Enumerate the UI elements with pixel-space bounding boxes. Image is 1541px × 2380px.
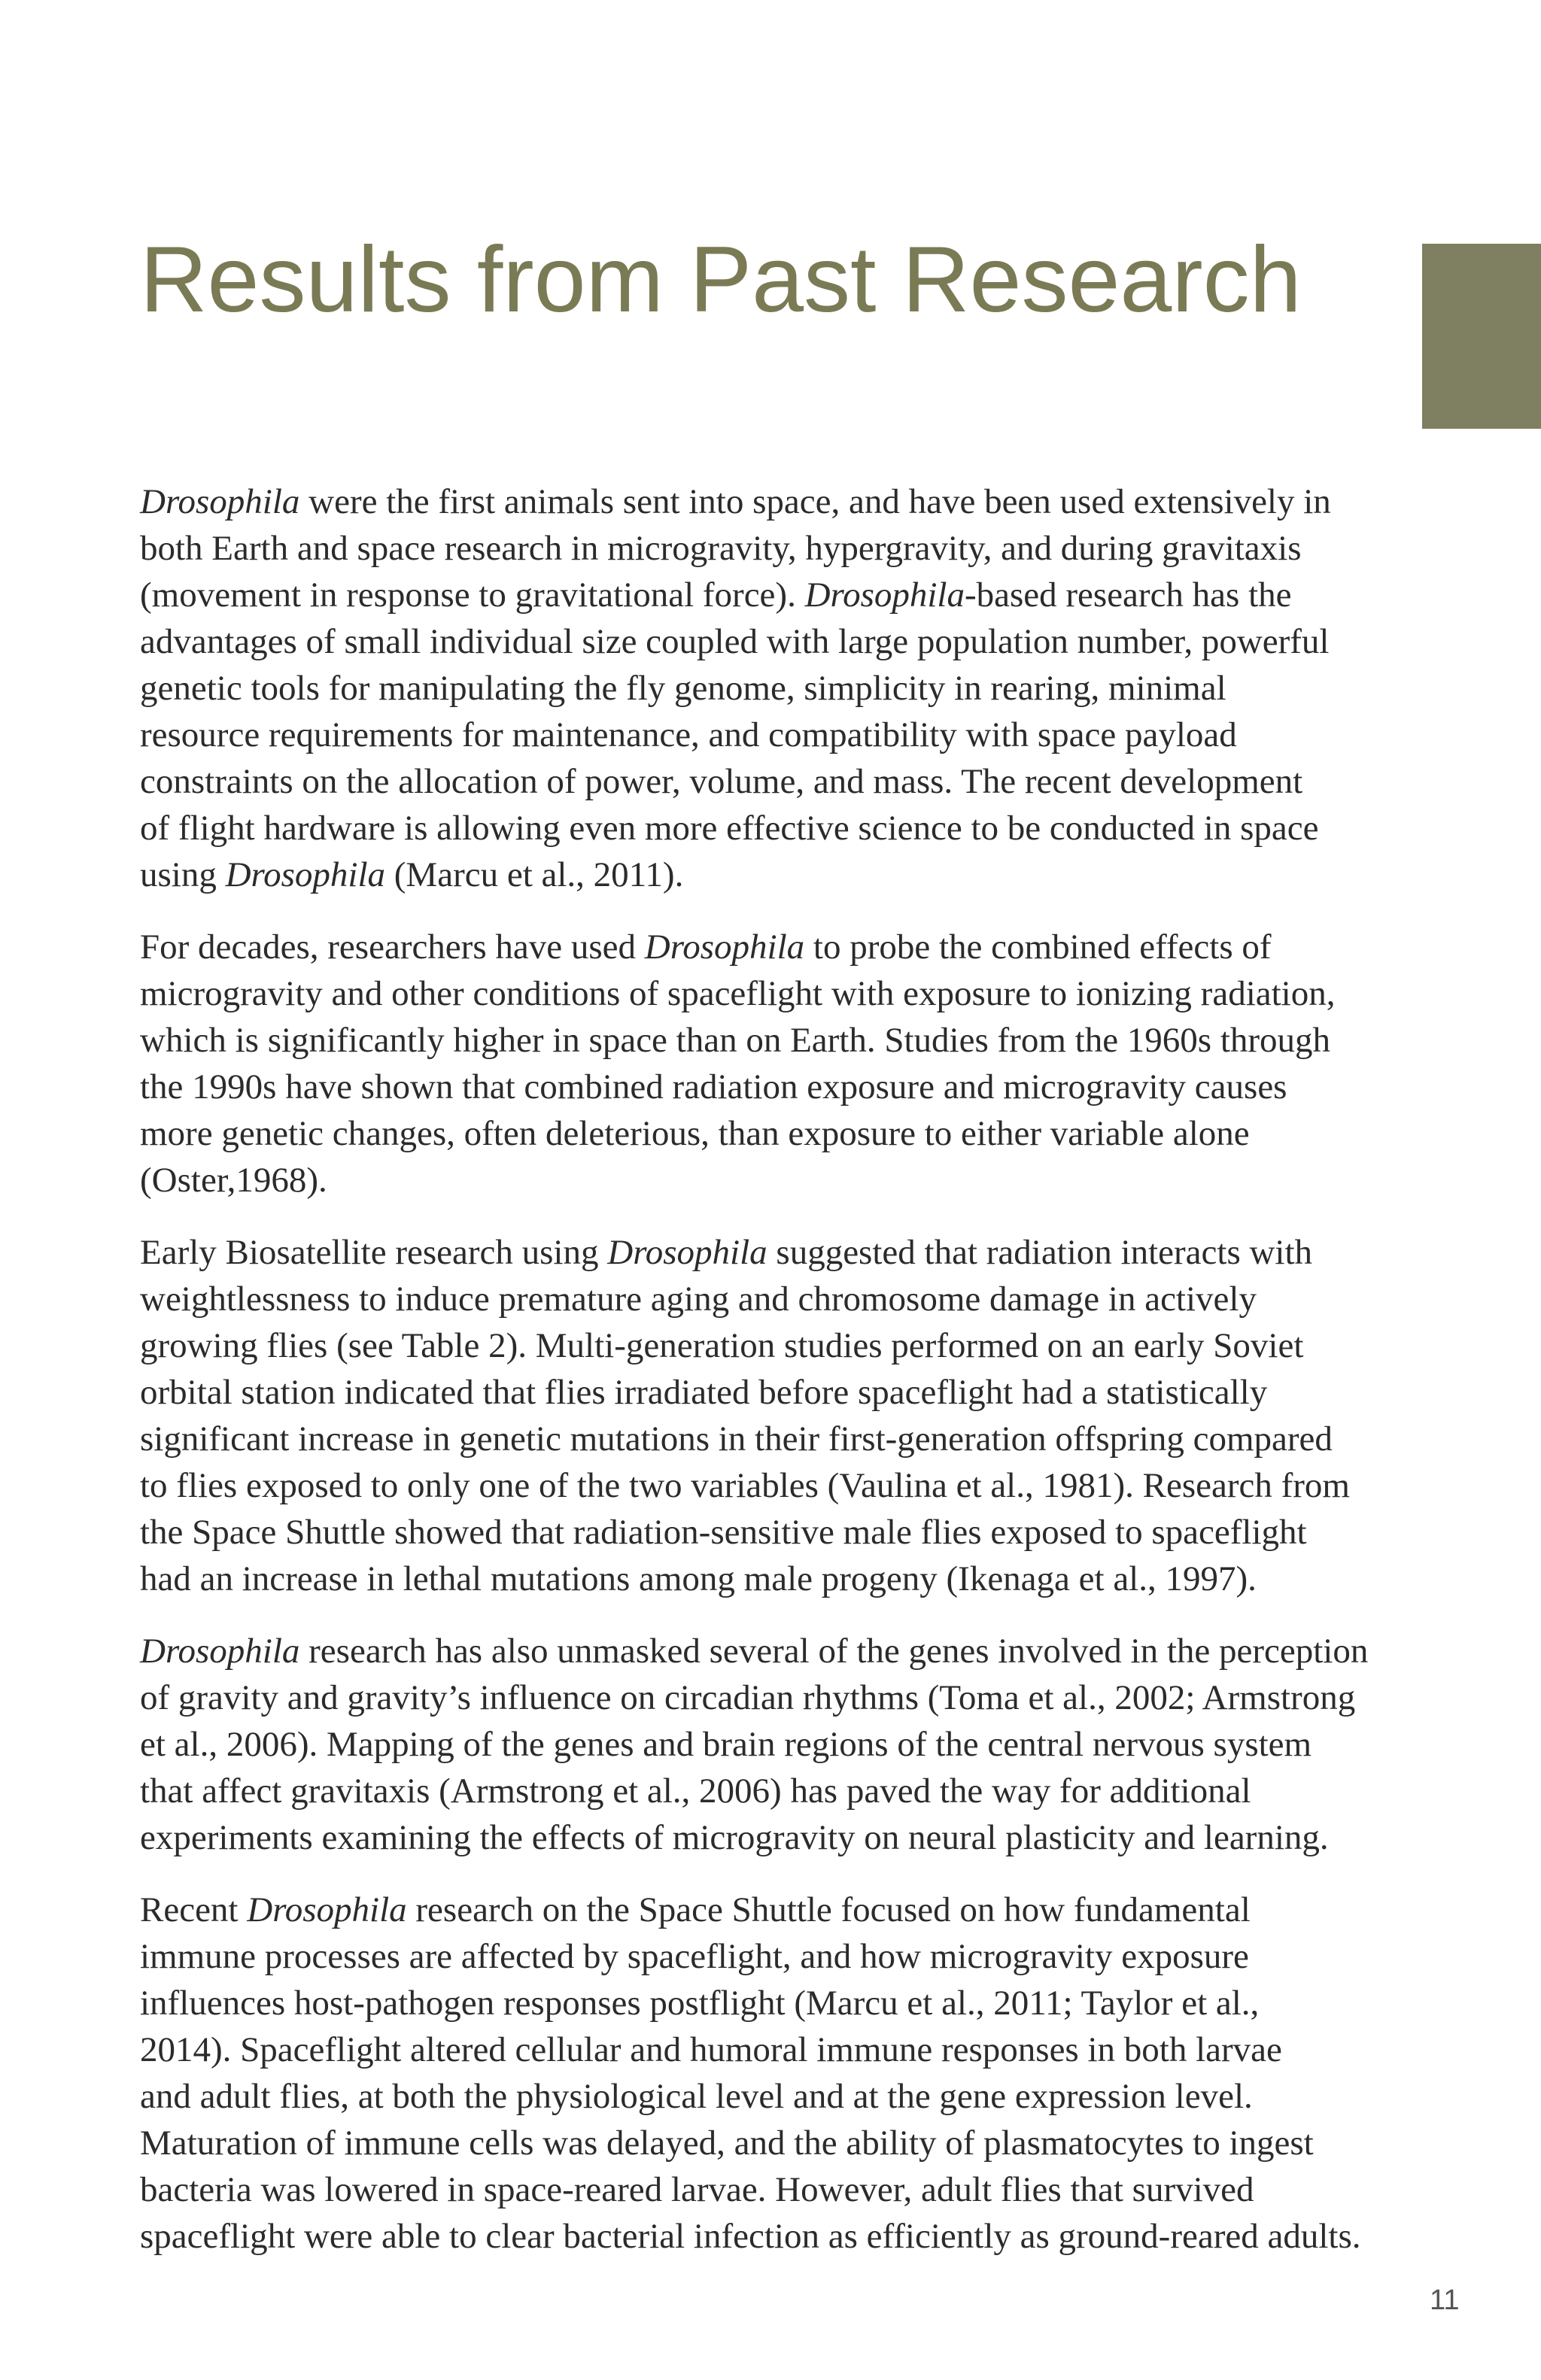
line-text: (Marcu et al., 2011). xyxy=(385,855,684,894)
line-text: that affect gravitaxis (Armstrong et al., 2006) has paved the way for additional xyxy=(140,1771,1251,1811)
line-text: resource requirements for maintenance, and compatibility with space payload xyxy=(140,715,1237,754)
text-line xyxy=(140,1157,1404,1204)
paragraph xyxy=(140,924,1404,1204)
line-text: spaceflight were able to clear bacterial infection as efficiently as ground-reared adults. xyxy=(140,2217,1361,2256)
text-line xyxy=(140,1721,1404,1768)
line-text: were the first animals sent into space, and have been used extensively in xyxy=(299,482,1331,521)
text-line xyxy=(140,1017,1404,1064)
line-text: bacteria was lowered in space-reared larvae. However, adult flies that survived xyxy=(140,2170,1254,2209)
line-text: growing flies (see Table 2). Multi-generation studies performed on an early Soviet xyxy=(140,1326,1304,1365)
text-line xyxy=(140,1416,1404,1462)
italic-term: Drosophila xyxy=(140,482,300,521)
line-text: constraints on the allocation of power, volume, and mass. The recent development xyxy=(140,762,1303,801)
line-text: using xyxy=(140,855,226,894)
line-text: (movement in response to gravitational force). xyxy=(140,575,805,615)
text-line xyxy=(140,2166,1404,2213)
paragraph xyxy=(140,478,1404,898)
line-text: weightlessness to induce premature aging and chromosome damage in actively xyxy=(140,1280,1257,1319)
line-text: and adult flies, at both the physiological level and at the gene expression level. xyxy=(140,2077,1253,2116)
line-text: For decades, researchers have used xyxy=(140,927,645,967)
text-line xyxy=(140,1628,1404,1674)
text-line xyxy=(140,2026,1404,2073)
line-text: Maturation of immune cells was delayed, and the ability of plasmatocytes to ingest xyxy=(140,2123,1314,2163)
line-text: to flies exposed to only one of the two variables (Vaulina et al., 1981). Research from xyxy=(140,1466,1350,1505)
text-line xyxy=(140,665,1404,712)
text-line xyxy=(140,1933,1404,1980)
line-text: the Space Shuttle showed that radiation-sensitive male flies exposed to spaceflight xyxy=(140,1513,1307,1552)
line-text: Early Biosatellite research using xyxy=(140,1233,608,1272)
text-line xyxy=(140,1369,1404,1416)
line-text: -based research has the xyxy=(964,575,1292,615)
line-text: microgravity and other conditions of spaceflight with exposure to ionizing radiation, xyxy=(140,974,1336,1013)
line-text: research on the Space Shuttle focused on how fundamental xyxy=(406,1890,1251,1929)
text-line xyxy=(140,2120,1404,2166)
line-text: the 1990s have shown that combined radiation exposure and microgravity causes xyxy=(140,1067,1287,1107)
italic-term: Drosophila xyxy=(644,927,805,967)
text-line xyxy=(140,1064,1404,1110)
text-line xyxy=(140,478,1404,525)
line-text: more genetic changes, often deleterious, than exposure to either variable alone xyxy=(140,1114,1250,1153)
body-text xyxy=(140,478,1404,2260)
line-text: both Earth and space research in microgravity, hypergravity, and during gravitaxis xyxy=(140,529,1302,568)
line-text: influences host-pathogen responses postflight (Marcu et al., 2011; Taylor et al., xyxy=(140,1984,1260,2023)
line-text: (Oster,1968). xyxy=(140,1161,327,1200)
line-text: Recent xyxy=(140,1890,248,1929)
text-line xyxy=(140,2073,1404,2120)
text-line xyxy=(140,1110,1404,1157)
line-text: 2014). Spaceflight altered cellular and humoral immune responses in both larvae xyxy=(140,2030,1282,2069)
line-text: advantages of small individual size coupled with large population number, powerful xyxy=(140,622,1330,661)
line-text: significant increase in genetic mutations in their first-generation offspring compared xyxy=(140,1419,1333,1459)
text-line xyxy=(140,1887,1404,1933)
line-text: experiments examining the effects of microgravity on neural plasticity and learning. xyxy=(140,1818,1329,1857)
text-line xyxy=(140,618,1404,665)
line-text: genetic tools for manipulating the fly genome, simplicity in rearing, minimal xyxy=(140,669,1226,708)
text-line xyxy=(140,1229,1404,1276)
italic-term: Drosophila xyxy=(607,1233,767,1272)
text-line xyxy=(140,1322,1404,1369)
italic-term: Drosophila xyxy=(247,1890,407,1929)
line-text: which is significantly higher in space than on Earth. Studies from the 1960s through xyxy=(140,1021,1331,1060)
text-line xyxy=(140,1674,1404,1721)
line-text: immune processes are affected by spaceflight, and how microgravity exposure xyxy=(140,1937,1249,1976)
line-text: of gravity and gravity’s influence on circadian rhythms (Toma et al., 2002; Armstrong xyxy=(140,1678,1356,1717)
page-number: 11 xyxy=(1430,2284,1460,2316)
text-line xyxy=(140,1509,1404,1556)
text-line xyxy=(140,758,1404,805)
text-line xyxy=(140,2213,1404,2260)
text-line xyxy=(140,525,1404,572)
text-line xyxy=(140,1556,1404,1602)
text-line xyxy=(140,1768,1404,1814)
italic-term: Drosophila xyxy=(804,575,965,615)
text-line xyxy=(140,1814,1404,1861)
line-text: research has also unmasked several of the genes involved in the perception xyxy=(299,1632,1369,1671)
italic-term: Drosophila xyxy=(225,855,386,894)
text-line xyxy=(140,572,1404,618)
text-line xyxy=(140,712,1404,758)
italic-term: Drosophila xyxy=(140,1632,300,1671)
text-line xyxy=(140,852,1404,898)
paragraph xyxy=(140,1887,1404,2260)
page-title: Results from Past Research xyxy=(140,228,1302,332)
text-line xyxy=(140,1276,1404,1322)
line-text: orbital station indicated that flies irradiated before spaceflight had a statistically xyxy=(140,1373,1268,1412)
line-text: had an increase in lethal mutations among male progeny (Ikenaga et al., 1997). xyxy=(140,1559,1257,1598)
line-text: of flight hardware is allowing even more effective science to be conducted in space xyxy=(140,809,1319,848)
line-text: et al., 2006). Mapping of the genes and brain regions of the central nervous system xyxy=(140,1725,1312,1764)
text-line xyxy=(140,924,1404,970)
text-line xyxy=(140,1980,1404,2026)
line-text: suggested that radiation interacts with xyxy=(767,1233,1313,1272)
text-line xyxy=(140,1462,1404,1509)
paragraph xyxy=(140,1229,1404,1602)
text-line xyxy=(140,805,1404,852)
text-line xyxy=(140,970,1404,1017)
line-text: to probe the combined effects of xyxy=(804,927,1272,967)
paragraph xyxy=(140,1628,1404,1861)
section-tab-marker xyxy=(1422,244,1541,429)
